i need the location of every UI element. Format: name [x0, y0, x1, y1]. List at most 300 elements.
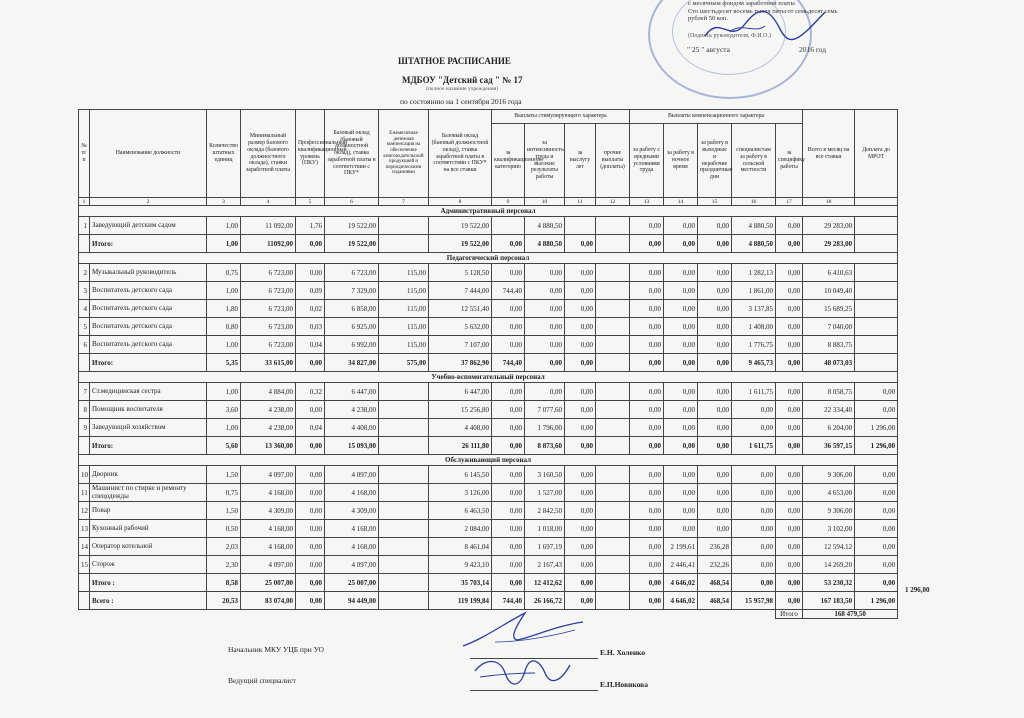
cell-total: 7 040,00 [803, 318, 855, 336]
cell-rural: 1 408,00 [732, 318, 776, 336]
cell-other [596, 538, 630, 556]
subtotal-base_total: 37 862,90 [429, 354, 492, 372]
cell-weekend: 236,28 [698, 538, 732, 556]
cell-night: 0,00 [664, 318, 698, 336]
subtotal-mrot: 0,00 [855, 574, 898, 592]
itogo-value: 168 479,50 [803, 610, 898, 619]
cell-weekend: 0,00 [698, 282, 732, 300]
cell-total: 6 410,63 [803, 264, 855, 282]
cell-mrot: 0,00 [855, 556, 898, 574]
subtotal-row [79, 354, 898, 372]
index-row [79, 198, 898, 206]
cell-harm: 0,00 [630, 300, 664, 318]
row-number: 11 [79, 484, 90, 502]
subtotal-min: 11092,00 [241, 235, 296, 253]
table-row [79, 502, 898, 520]
cell-qual: 0,00 [492, 383, 525, 401]
col-monthly-comp: Ежемесячная денежная компенсация на обеспечение книгоиздательской продукцией и периодическими изданиями [379, 110, 429, 198]
grand-total-k: 0,00 [296, 592, 325, 610]
cell-comp [379, 419, 429, 437]
subtotal-intensity: 4 880,50 [525, 235, 565, 253]
cell-spec: 0,00 [776, 217, 803, 235]
cell-min: 6 723,00 [241, 336, 296, 354]
subtotal-base: 15 093,00 [325, 437, 379, 455]
subtotal-base: 25 007,00 [325, 574, 379, 592]
subtotal-weekend: 0,00 [698, 235, 732, 253]
subtotal-total: 36 597,15 [803, 437, 855, 455]
subtotal-harm: 0,00 [630, 574, 664, 592]
table-row [79, 419, 898, 437]
cell-night: 0,00 [664, 484, 698, 502]
cell-base_total: 7 107,00 [429, 336, 492, 354]
subtotal-label: Итого: [90, 437, 207, 455]
cell-qual [492, 217, 525, 235]
cell-mrot: 0,00 [855, 383, 898, 401]
cell-rural: 1 282,13 [732, 264, 776, 282]
cell-comp: 115,00 [379, 264, 429, 282]
cell-base_total: 6 145,50 [429, 466, 492, 484]
cell-min: 6 723,00 [241, 300, 296, 318]
cell-total: 10 049,40 [803, 282, 855, 300]
cell-harm: 0,00 [630, 419, 664, 437]
cell-base: 6 447,00 [325, 383, 379, 401]
as-of-date: по состоянию на 1 сентября 2016 года [400, 97, 522, 106]
row-number: 12 [79, 502, 90, 520]
cell-qual: 0,00 [492, 336, 525, 354]
subtotal-qty: 5,60 [207, 437, 241, 455]
cell-base_total: 5 128,50 [429, 264, 492, 282]
index-cell: 3 [207, 198, 241, 206]
subtotal-mrot [855, 354, 898, 372]
section-title: Обслуживающий персонал [79, 455, 898, 466]
cell-seniority: 0,00 [565, 556, 596, 574]
grand-total-other [596, 592, 630, 610]
subtotal-qty: 1,00 [207, 235, 241, 253]
cell-total: 6 204,00 [803, 419, 855, 437]
index-cell: 13 [630, 198, 664, 206]
blank-cell [207, 610, 241, 619]
cell-night: 0,00 [664, 466, 698, 484]
cell-harm: 0,00 [630, 502, 664, 520]
cell-intensity: 0,00 [525, 383, 565, 401]
org-name: МДБОУ "Детский сад " № 17 [402, 75, 523, 85]
cell-seniority: 0,00 [565, 401, 596, 419]
cell-comp [379, 466, 429, 484]
cell-other [596, 484, 630, 502]
staff-table [78, 109, 898, 619]
cell-qual: 0,00 [492, 419, 525, 437]
cell-base_total: 15 256,80 [429, 401, 492, 419]
group-stimulating: Выплаты стимулирующего характера [492, 110, 630, 124]
grand-total-label: Всего : [90, 592, 207, 610]
cell-qual: 0,00 [492, 300, 525, 318]
subtotal-comp [379, 437, 429, 455]
cell-mrot [855, 300, 898, 318]
cell-k: 0,00 [296, 520, 325, 538]
cell-qty: 3,60 [207, 401, 241, 419]
cell-mrot: 1 296,00 [855, 419, 898, 437]
position-name: Кухонный рабочий [90, 520, 207, 538]
row-number: 6 [79, 336, 90, 354]
cell-night: 0,00 [664, 502, 698, 520]
table-row [79, 556, 898, 574]
cell-k: 0,00 [296, 538, 325, 556]
cell-min: 6 723,00 [241, 282, 296, 300]
subtotal-other [596, 437, 630, 455]
index-cell: 4 [241, 198, 296, 206]
subtotal-qual: 0,00 [492, 235, 525, 253]
cell-min: 4 238,00 [241, 401, 296, 419]
cell-other [596, 264, 630, 282]
cell-qual: 0,00 [492, 556, 525, 574]
blank-cell [296, 610, 325, 619]
cell-spec: 0,00 [776, 282, 803, 300]
col-base-total: Базовый оклад (базовый должностной оклад), ставка заработной платы в соответствии с ПКУ* на все ставки [429, 110, 492, 198]
grand-total-spec: 0,00 [776, 592, 803, 610]
approval-line-1: с месячным фондом заработной платы [688, 0, 795, 7]
cell-base_total: 4 408,00 [429, 419, 492, 437]
cell-mrot [855, 318, 898, 336]
cell-base: 4 168,00 [325, 520, 379, 538]
cell-k: 0,00 [296, 502, 325, 520]
cell-weekend: 0,00 [698, 502, 732, 520]
cell-base: 4 408,00 [325, 419, 379, 437]
col-comp-night: за работу в ночное время [664, 124, 698, 198]
cell-spec: 0,00 [776, 264, 803, 282]
cell-seniority: 0,00 [565, 502, 596, 520]
cell-spec: 0,00 [776, 484, 803, 502]
cell-weekend: 0,00 [698, 264, 732, 282]
cell-night: 0,00 [664, 300, 698, 318]
itogo-label: Итого [776, 610, 803, 619]
grand-total-weekend: 468,54 [698, 592, 732, 610]
index-cell: 11 [565, 198, 596, 206]
position-name: Воспитатель детского сада [90, 336, 207, 354]
row-number: 1 [79, 217, 90, 235]
cell-base: 6 858,00 [325, 300, 379, 318]
cell-night: 0,00 [664, 520, 698, 538]
subtotal-qual: 0,00 [492, 574, 525, 592]
cell-qty: 0,75 [207, 264, 241, 282]
subtotal-comp [379, 235, 429, 253]
cell-total: 22 334,40 [803, 401, 855, 419]
subtotal-harm: 0,00 [630, 235, 664, 253]
approval-line-3: рублей 50 коп. [688, 15, 729, 22]
cell-comp [379, 401, 429, 419]
cell-mrot: 0,00 [855, 520, 898, 538]
cell-spec: 0,00 [776, 318, 803, 336]
cell-total: 9 306,00 [803, 466, 855, 484]
subtotal-qual: 0,00 [492, 437, 525, 455]
grand-total-min: 83 074,00 [241, 592, 296, 610]
director-signature-icon [700, 4, 830, 49]
subtotal-qty: 8,58 [207, 574, 241, 592]
cell-intensity: 0,00 [525, 282, 565, 300]
index-cell: 5 [296, 198, 325, 206]
col-stim-seniority: за выслугу лет [565, 124, 596, 198]
cell-spec: 0,00 [776, 300, 803, 318]
table-row [79, 264, 898, 282]
cell-weekend: 0,00 [698, 300, 732, 318]
table-row [79, 484, 898, 502]
subtotal-night: 0,00 [664, 354, 698, 372]
index-cell: 10 [525, 198, 565, 206]
index-cell [855, 198, 898, 206]
grand-total-empty [79, 592, 90, 610]
cell-qual: 0,00 [492, 520, 525, 538]
subtotal-base_total: 26 111,80 [429, 437, 492, 455]
cell-seniority: 0,00 [565, 318, 596, 336]
index-cell: 9 [492, 198, 525, 206]
subtotal-min: 33 615,00 [241, 354, 296, 372]
table-row [79, 520, 898, 538]
cell-base_total: 7 444,00 [429, 282, 492, 300]
row-number: 9 [79, 419, 90, 437]
index-cell: 14 [664, 198, 698, 206]
cell-intensity: 7 077,60 [525, 401, 565, 419]
cell-total: 3 102,00 [803, 520, 855, 538]
subtotal-rural: 1 611,75 [732, 437, 776, 455]
cell-mrot: 0,00 [855, 484, 898, 502]
cell-intensity: 2 167,43 [525, 556, 565, 574]
cell-base: 4 168,00 [325, 484, 379, 502]
col-total-month: Всего в месяц на все ставки [803, 110, 855, 198]
cell-qty: 1,00 [207, 217, 241, 235]
cell-base: 4 168,00 [325, 538, 379, 556]
index-cell: 1 [79, 198, 90, 206]
subtotal-weekend: 0,00 [698, 354, 732, 372]
subtotal-comp [379, 574, 429, 592]
cell-night: 0,00 [664, 336, 698, 354]
cell-k: 0,00 [296, 401, 325, 419]
grand-total-mrot: 1 296,00 [855, 592, 898, 610]
col-min-salary: Минимальный размер базового оклада (базового должностного оклада), ставки заработной платы [241, 110, 296, 198]
cell-weekend: 0,00 [698, 466, 732, 484]
subtotal-seniority: 0,00 [565, 574, 596, 592]
subtotal-harm: 0,00 [630, 354, 664, 372]
cell-intensity: 0,00 [525, 318, 565, 336]
subtotal-harm: 0,00 [630, 437, 664, 455]
cell-min: 6 723,00 [241, 318, 296, 336]
subtotal-other [596, 574, 630, 592]
cell-seniority: 0,00 [565, 419, 596, 437]
cell-mrot: 0,00 [855, 401, 898, 419]
blank-cell [325, 610, 379, 619]
cell-other [596, 300, 630, 318]
cell-min: 4 238,00 [241, 419, 296, 437]
cell-base_total: 2 084,00 [429, 520, 492, 538]
cell-qual: 0,00 [492, 318, 525, 336]
cell-harm: 0,00 [630, 556, 664, 574]
grand-total-total: 167 183,50 [803, 592, 855, 610]
cell-weekend: 0,00 [698, 383, 732, 401]
signature-1-icon [455, 608, 585, 648]
cell-weekend: 0,00 [698, 318, 732, 336]
cell-comp: 115,00 [379, 336, 429, 354]
cell-seniority: 0,00 [565, 336, 596, 354]
row-number: 14 [79, 538, 90, 556]
cell-comp [379, 538, 429, 556]
cell-spec: 0,00 [776, 383, 803, 401]
index-cell: 6 [325, 198, 379, 206]
cell-qual: 0,00 [492, 401, 525, 419]
cell-spec: 0,00 [776, 520, 803, 538]
blank-cell [630, 610, 664, 619]
subtotal-label: Итого: [90, 235, 207, 253]
cell-qual: 0,00 [492, 538, 525, 556]
cell-total: 8 883,75 [803, 336, 855, 354]
cell-comp: 115,00 [379, 300, 429, 318]
subtotal-base: 19 522,00 [325, 235, 379, 253]
cell-rural: 0,00 [732, 520, 776, 538]
blank-cell [379, 610, 429, 619]
col-comp-rural: специалистам за работу в сельской местности [732, 124, 776, 198]
row-number: 13 [79, 520, 90, 538]
cell-mrot: 0,00 [855, 466, 898, 484]
cell-weekend: 0,00 [698, 336, 732, 354]
cell-harm: 0,00 [630, 466, 664, 484]
cell-qty: 1,50 [207, 466, 241, 484]
cell-min: 11 092,00 [241, 217, 296, 235]
cell-k: 0,04 [296, 336, 325, 354]
subtotal-night: 0,00 [664, 235, 698, 253]
cell-min: 4 097,00 [241, 556, 296, 574]
subtotal-spec: 0,00 [776, 235, 803, 253]
subtotal-weekend: 0,00 [698, 437, 732, 455]
subtotal-mrot [855, 235, 898, 253]
cell-qty: 1,00 [207, 419, 241, 437]
index-cell: 2 [90, 198, 207, 206]
grand-total-base: 94 449,00 [325, 592, 379, 610]
cell-min: 6 723,00 [241, 264, 296, 282]
subtotal-total: 53 230,32 [803, 574, 855, 592]
cell-harm: 0,00 [630, 401, 664, 419]
cell-qty: 2,30 [207, 556, 241, 574]
cell-mrot [855, 217, 898, 235]
section-row [79, 455, 898, 466]
cell-base_total: 19 522,00 [429, 217, 492, 235]
signature-2-icon [465, 653, 575, 691]
cell-weekend: 0,00 [698, 419, 732, 437]
subtotal-night: 4 646,02 [664, 574, 698, 592]
approval-date: " 25 " августа [687, 45, 730, 54]
grand-total-qty: 20,53 [207, 592, 241, 610]
cell-base: 4 238,00 [325, 401, 379, 419]
cell-rural: 1 861,00 [732, 282, 776, 300]
row-number: 7 [79, 383, 90, 401]
index-cell: 18 [803, 198, 855, 206]
cell-intensity: 1 697,19 [525, 538, 565, 556]
table-row [79, 383, 898, 401]
cell-qty: 0,75 [207, 484, 241, 502]
cell-qual: 744,40 [492, 282, 525, 300]
cell-base: 6 925,00 [325, 318, 379, 336]
section-row [79, 253, 898, 264]
cell-other [596, 383, 630, 401]
cell-rural: 0,00 [732, 419, 776, 437]
cell-qty: 2,03 [207, 538, 241, 556]
row-number: 15 [79, 556, 90, 574]
subtotal-k: 0,00 [296, 437, 325, 455]
footer-role-2: Ведущий специалист [228, 676, 296, 685]
cell-rural: 0,00 [732, 556, 776, 574]
position-name: Дворник [90, 466, 207, 484]
cell-min: 4 309,00 [241, 502, 296, 520]
index-cell: 15 [698, 198, 732, 206]
subtotal-qual: 744,40 [492, 354, 525, 372]
subtotal-empty [79, 574, 90, 592]
cell-comp [379, 217, 429, 235]
cell-qty: 0,80 [207, 318, 241, 336]
cell-k: 0,00 [296, 556, 325, 574]
subtotal-row [79, 437, 898, 455]
subtotal-rural: 9 465,73 [732, 354, 776, 372]
cell-intensity: 4 880,50 [525, 217, 565, 235]
cell-base_total: 12 551,40 [429, 300, 492, 318]
subtotal-intensity: 0,00 [525, 354, 565, 372]
cell-harm: 0,00 [630, 282, 664, 300]
cell-intensity: 3 160,50 [525, 466, 565, 484]
cell-comp [379, 502, 429, 520]
cell-base_total: 6 463,50 [429, 502, 492, 520]
cell-spec: 0,00 [776, 466, 803, 484]
cell-qual: 0,00 [492, 264, 525, 282]
cell-harm: 0,00 [630, 484, 664, 502]
blank-cell [596, 610, 630, 619]
cell-rural: 4 880,50 [732, 217, 776, 235]
cell-rural: 1 611,75 [732, 383, 776, 401]
blank-cell [241, 610, 296, 619]
subtotal-min: 25 007,00 [241, 574, 296, 592]
cell-night: 2 446,41 [664, 556, 698, 574]
cell-intensity: 0,00 [525, 336, 565, 354]
cell-mrot [855, 282, 898, 300]
cell-k: 0,03 [296, 318, 325, 336]
approval-line-2: Сто шестьдесят восемь тысяч пятьсот семьдесят семь [688, 7, 838, 15]
col-prof-level: Профессиональный квалификационный уровень (ПКУ) [296, 110, 325, 198]
subtotal-rural: 4 880,50 [732, 235, 776, 253]
cell-min: 4 884,00 [241, 383, 296, 401]
row-number: 2 [79, 264, 90, 282]
cell-seniority: 0,00 [565, 300, 596, 318]
grand-total-base_total: 119 199,84 [429, 592, 492, 610]
cell-harm: 0,00 [630, 336, 664, 354]
row-number: 5 [79, 318, 90, 336]
subtotal-base_total: 19 522,00 [429, 235, 492, 253]
subtotal-row [79, 235, 898, 253]
cell-seniority: 0,00 [565, 520, 596, 538]
cell-weekend: 0,00 [698, 401, 732, 419]
position-name: Заведующий детским садом [90, 217, 207, 235]
cell-base: 7 329,00 [325, 282, 379, 300]
cell-night: 0,00 [664, 401, 698, 419]
subtotal-row [79, 574, 898, 592]
subtotal-rural: 0,00 [732, 574, 776, 592]
grand-total-qual: 744,40 [492, 592, 525, 610]
cell-night: 2 199,61 [664, 538, 698, 556]
cell-base: 19 522,00 [325, 217, 379, 235]
cell-seniority [565, 217, 596, 235]
subtotal-mrot: 1 296,00 [855, 437, 898, 455]
position-name: Музыкальный руководитель [90, 264, 207, 282]
subtotal-spec: 0,00 [776, 437, 803, 455]
cell-intensity: 1 527,00 [525, 484, 565, 502]
subtotal-label: Итого: [90, 354, 207, 372]
subtotal-seniority: 0,00 [565, 354, 596, 372]
col-comp-weekend: за работу в выходные и нерабочие праздничные дни [698, 124, 732, 198]
subtotal-base_total: 35 703,14 [429, 574, 492, 592]
cell-base: 6 723,00 [325, 264, 379, 282]
